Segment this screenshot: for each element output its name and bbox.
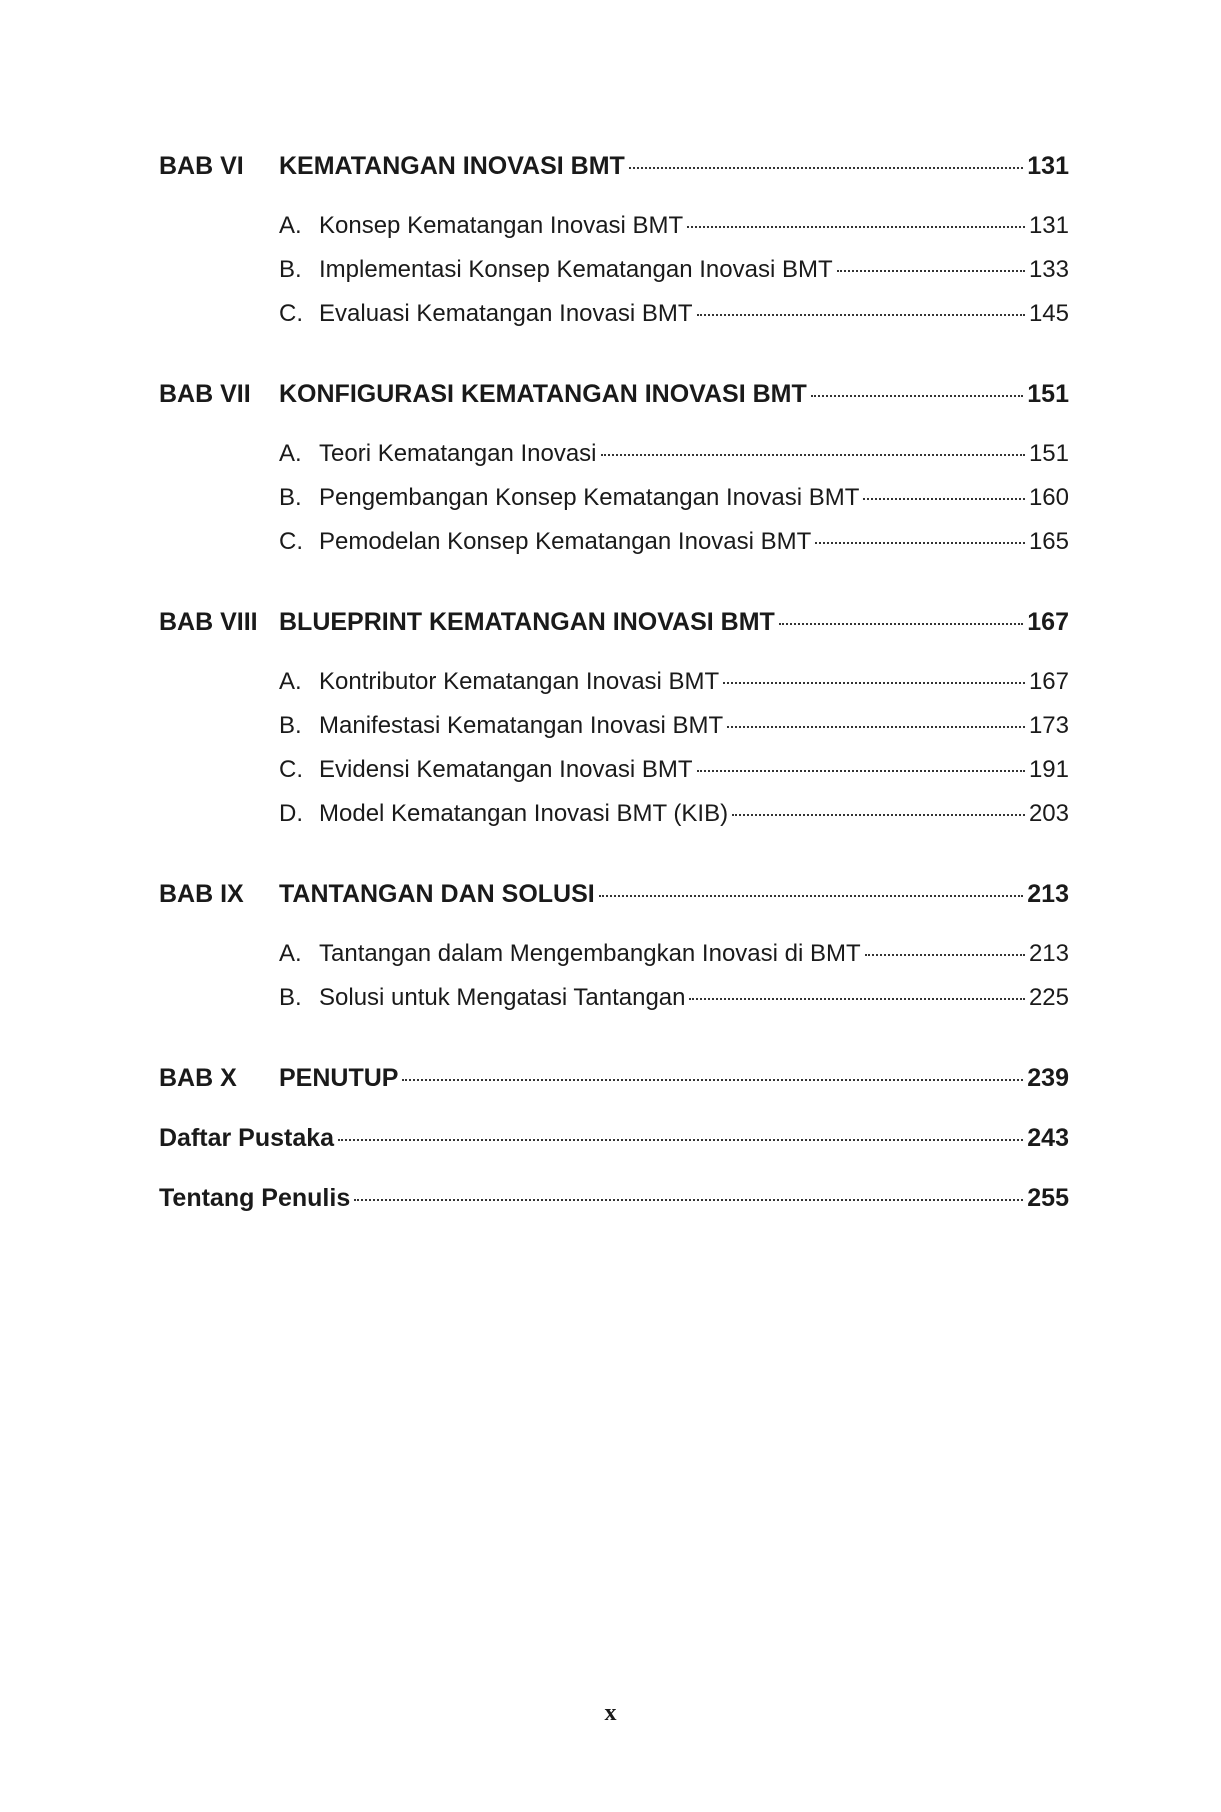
dot-leader xyxy=(723,682,1025,684)
section-letter: A. xyxy=(279,940,302,967)
page-number: 131 xyxy=(1028,212,1069,239)
section-title: Pengembangan Konsep Kematangan Inovasi BMT xyxy=(319,484,860,511)
page-number: 213 xyxy=(1027,880,1069,908)
section-letter: C. xyxy=(279,528,303,555)
extra-title: Tentang Penulis xyxy=(159,1184,351,1212)
section-letter: C. xyxy=(279,756,303,783)
dot-leader xyxy=(865,954,1025,956)
chapter-title: BLUEPRINT KEMATANGAN INOVASI BMT xyxy=(279,608,775,636)
dot-leader xyxy=(811,395,1024,397)
chapter-title: PENUTUP xyxy=(279,1064,399,1092)
section-title: Pemodelan Konsep Kematangan Inovasi BMT xyxy=(319,528,812,555)
section-row[interactable] xyxy=(159,668,1069,712)
page-number: 165 xyxy=(1028,528,1069,555)
section-title: Teori Kematangan Inovasi xyxy=(319,440,597,467)
page-number: 243 xyxy=(1027,1124,1069,1152)
page-number: 151 xyxy=(1028,440,1069,467)
section-title: Kontributor Kematangan Inovasi BMT xyxy=(319,668,720,695)
dot-leader xyxy=(697,314,1025,316)
section-row[interactable] xyxy=(159,984,1069,1028)
dot-leader xyxy=(863,498,1025,500)
dot-leader xyxy=(687,226,1025,228)
dot-leader xyxy=(402,1079,1023,1081)
dot-leader xyxy=(354,1199,1023,1201)
page-number: 133 xyxy=(1028,256,1069,283)
chapter-title: TANTANGAN DAN SOLUSI xyxy=(279,880,595,908)
chapter-number: BAB IX xyxy=(159,880,244,908)
section-title: Model Kematangan Inovasi BMT (KIB) xyxy=(319,800,729,827)
page-number: 131 xyxy=(1027,152,1069,180)
chapter-number: BAB X xyxy=(159,1064,237,1092)
dot-leader xyxy=(837,270,1025,272)
page-number: 203 xyxy=(1028,800,1069,827)
dot-leader xyxy=(338,1139,1023,1141)
toc-extra-row[interactable] xyxy=(159,1184,1069,1228)
page-number: 255 xyxy=(1027,1184,1069,1212)
page-number: 191 xyxy=(1028,756,1069,783)
section-letter: B. xyxy=(279,484,302,511)
page-number: 167 xyxy=(1028,668,1069,695)
page-number: 160 xyxy=(1028,484,1069,511)
section-row[interactable] xyxy=(159,440,1069,484)
section-row[interactable] xyxy=(159,484,1069,528)
dot-leader xyxy=(815,542,1025,544)
table-of-contents xyxy=(159,152,1069,1228)
page-number: 145 xyxy=(1028,300,1069,327)
page-number: 225 xyxy=(1028,984,1069,1011)
section-letter: A. xyxy=(279,440,302,467)
chapter-row[interactable] xyxy=(159,880,1069,924)
section-title: Implementasi Konsep Kematangan Inovasi BMT xyxy=(319,256,833,283)
dot-leader xyxy=(697,770,1025,772)
dot-leader xyxy=(601,454,1025,456)
page-number: 239 xyxy=(1027,1064,1069,1092)
section-letter: A. xyxy=(279,212,302,239)
chapter-number: BAB VI xyxy=(159,152,244,180)
section-title: Tantangan dalam Mengembangkan Inovasi di BMT xyxy=(319,940,861,967)
section-row[interactable] xyxy=(159,528,1069,572)
page-number: 151 xyxy=(1027,380,1069,408)
section-row[interactable] xyxy=(159,756,1069,800)
chapter-title: KONFIGURASI KEMATANGAN INOVASI BMT xyxy=(279,380,807,408)
section-title: Evidensi Kematangan Inovasi BMT xyxy=(319,756,693,783)
section-row[interactable] xyxy=(159,256,1069,300)
dot-leader xyxy=(779,623,1023,625)
page-number: 167 xyxy=(1027,608,1069,636)
dot-leader xyxy=(732,814,1025,816)
section-title: Manifestasi Kematangan Inovasi BMT xyxy=(319,712,724,739)
dot-leader xyxy=(599,895,1024,897)
dot-leader xyxy=(629,167,1023,169)
chapter-title: KEMATANGAN INOVASI BMT xyxy=(279,152,625,180)
chapter-row[interactable] xyxy=(159,152,1069,196)
section-row[interactable] xyxy=(159,212,1069,256)
section-letter: A. xyxy=(279,668,302,695)
page-folio: x xyxy=(604,1700,617,1726)
chapter-number: BAB VII xyxy=(159,380,251,408)
page-number: 173 xyxy=(1028,712,1069,739)
dot-leader xyxy=(689,998,1024,1000)
section-letter: D. xyxy=(279,800,303,827)
section-title: Solusi untuk Mengatasi Tantangan xyxy=(319,984,686,1011)
chapter-number: BAB VIII xyxy=(159,608,258,636)
section-row[interactable] xyxy=(159,712,1069,756)
section-title: Konsep Kematangan Inovasi BMT xyxy=(319,212,684,239)
extra-title: Daftar Pustaka xyxy=(159,1124,335,1152)
chapter-row[interactable] xyxy=(159,608,1069,652)
section-letter: B. xyxy=(279,984,302,1011)
dot-leader xyxy=(727,726,1025,728)
section-letter: B. xyxy=(279,712,302,739)
section-row[interactable] xyxy=(159,800,1069,844)
section-title: Evaluasi Kematangan Inovasi BMT xyxy=(319,300,693,327)
section-row[interactable] xyxy=(159,940,1069,984)
section-letter: B. xyxy=(279,256,302,283)
section-row[interactable] xyxy=(159,300,1069,344)
toc-extra-row[interactable] xyxy=(159,1124,1069,1168)
section-letter: C. xyxy=(279,300,303,327)
chapter-row[interactable] xyxy=(159,1064,1069,1108)
page-number: 213 xyxy=(1028,940,1069,967)
chapter-row[interactable] xyxy=(159,380,1069,424)
